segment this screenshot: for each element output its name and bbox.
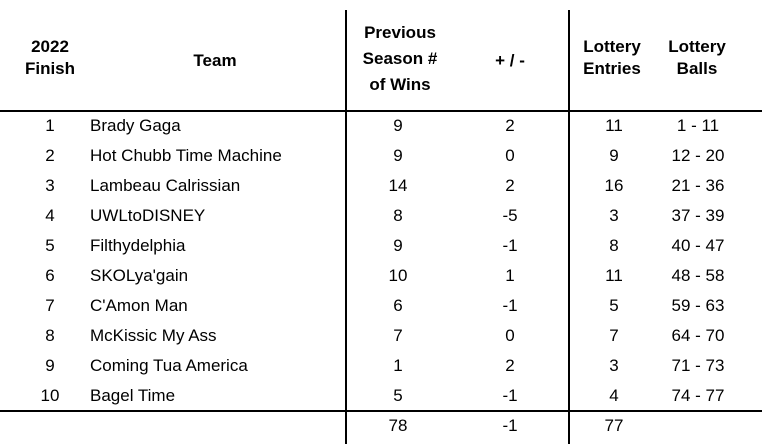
cell-lottery-balls: 74 - 77: [671, 386, 725, 405]
header-lottery-entries: [574, 36, 650, 80]
cell-finish: 10: [40, 386, 60, 405]
header-prev-line-1: Previous: [364, 23, 436, 42]
header-finish-line-1: 2022: [31, 37, 69, 56]
cell-previous-wins: 7: [393, 326, 403, 345]
total-previous-wins: 78: [388, 416, 408, 435]
totals-divider: [0, 410, 762, 412]
cell-plus-minus: -1: [502, 296, 518, 315]
cell-lottery-balls: 64 - 70: [671, 326, 725, 345]
cell-plus-minus: 2: [505, 356, 515, 375]
column-divider-left: [345, 10, 347, 444]
cell-lottery-balls: 71 - 73: [671, 356, 725, 375]
cell-plus-minus: 2: [505, 176, 515, 195]
cell-lottery-balls: 1 - 11: [676, 116, 720, 135]
cell-previous-wins: 9: [393, 236, 403, 255]
header-balls-line-2: Balls: [676, 59, 718, 78]
cell-lottery-balls: 48 - 58: [671, 266, 725, 285]
header-entries-line-1: Lottery: [583, 37, 641, 56]
cell-lottery-balls: 59 - 63: [671, 296, 725, 315]
cell-team: UWLtoDISNEY: [90, 206, 206, 225]
cell-lottery-entries: 3: [609, 356, 619, 375]
cell-previous-wins: 8: [393, 206, 403, 225]
total-lottery-entries: 77: [604, 416, 624, 435]
total-plus-minus: -1: [502, 416, 518, 435]
cell-lottery-entries: 3: [609, 206, 619, 225]
header-previous-wins: [350, 20, 450, 98]
cell-finish: 2: [45, 146, 55, 165]
cell-team: SKOLya'gain: [90, 266, 189, 285]
cell-lottery-balls: 37 - 39: [671, 206, 725, 225]
cell-finish: 6: [45, 266, 55, 285]
cell-finish: 8: [45, 326, 55, 345]
cell-team: Coming Tua America: [90, 356, 248, 375]
cell-team: Filthydelphia: [90, 236, 186, 255]
cell-team: Hot Chubb Time Machine: [90, 146, 282, 165]
header-prev-line-2: Season #: [362, 49, 438, 68]
cell-lottery-balls: 21 - 36: [671, 176, 725, 195]
header-plus-minus: [470, 50, 550, 72]
column-divider-right: [568, 10, 570, 444]
cell-plus-minus: -5: [502, 206, 518, 225]
cell-plus-minus: -1: [502, 386, 518, 405]
cell-plus-minus: 0: [505, 146, 515, 165]
cell-lottery-entries: 16: [604, 176, 624, 195]
header-team-line-1: Team: [193, 51, 237, 70]
cell-finish: 3: [45, 176, 55, 195]
header-entries-line-2: Entries: [583, 59, 641, 78]
cell-lottery-entries: 4: [609, 386, 619, 405]
header-finish-line-2: Finish: [24, 59, 76, 78]
cell-lottery-entries: 7: [609, 326, 619, 345]
header-finish: [14, 36, 86, 80]
cell-previous-wins: 9: [393, 146, 403, 165]
cell-lottery-balls: 12 - 20: [671, 146, 725, 165]
cell-finish: 1: [45, 116, 55, 135]
cell-finish: 9: [45, 356, 55, 375]
header-team: [150, 50, 280, 72]
cell-lottery-entries: 11: [605, 266, 623, 285]
header-prev-line-3: of Wins: [369, 75, 431, 94]
cell-lottery-entries: 11: [605, 116, 623, 135]
cell-previous-wins: 1: [393, 356, 403, 375]
cell-team: C'Amon Man: [90, 296, 188, 315]
cell-team: Bagel Time: [90, 386, 176, 405]
header-divider: [0, 110, 762, 112]
cell-plus-minus: 2: [505, 116, 515, 135]
cell-previous-wins: 10: [388, 266, 408, 285]
cell-lottery-entries: 9: [609, 146, 619, 165]
cell-team: Brady Gaga: [90, 116, 181, 135]
cell-lottery-entries: 5: [609, 296, 619, 315]
cell-previous-wins: 14: [388, 176, 408, 195]
cell-team: Lambeau Calrissian: [90, 176, 241, 195]
header-pm-line-1: + / -: [495, 51, 525, 70]
cell-plus-minus: 0: [505, 326, 515, 345]
header-lottery-balls: [658, 36, 736, 80]
cell-finish: 4: [45, 206, 55, 225]
header-balls-line-1: Lottery: [668, 37, 726, 56]
cell-previous-wins: 5: [393, 386, 403, 405]
cell-lottery-balls: 40 - 47: [671, 236, 725, 255]
cell-lottery-entries: 8: [609, 236, 619, 255]
cell-finish: 5: [45, 236, 55, 255]
cell-team: McKissic My Ass: [90, 326, 217, 345]
cell-plus-minus: 1: [505, 266, 515, 285]
cell-plus-minus: -1: [502, 236, 518, 255]
cell-finish: 7: [45, 296, 55, 315]
cell-previous-wins: 9: [393, 116, 403, 135]
cell-previous-wins: 6: [393, 296, 403, 315]
